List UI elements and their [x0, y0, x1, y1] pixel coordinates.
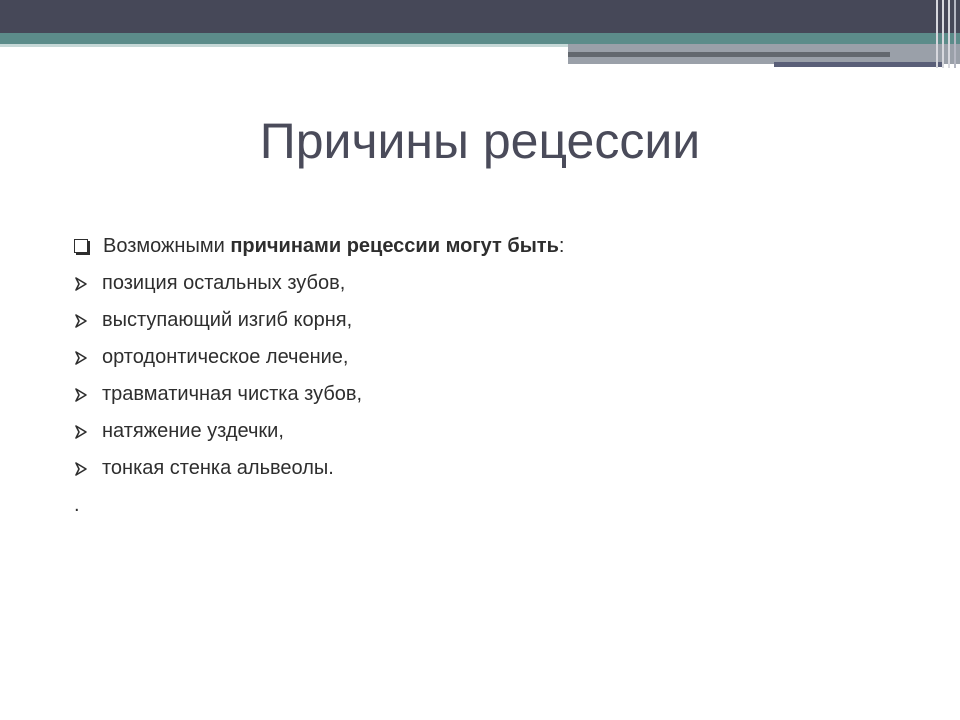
slide-body [74, 228, 894, 524]
intro-line [74, 228, 894, 265]
arrowhead-bullet-icon [74, 350, 88, 366]
teal-light-stripe [0, 44, 568, 47]
list-item [74, 265, 894, 302]
arrowhead-bullet-icon [74, 461, 88, 477]
trailing-dot: . [74, 494, 80, 516]
arrowhead-bullet-icon [74, 387, 88, 403]
arrowhead-bullet-icon [74, 424, 88, 440]
list-item-text: позиция остальных зубов, [102, 272, 346, 294]
list-item-text: тонкая стенка альвеолы. [102, 457, 334, 479]
intro-bold: причинами рецессии могут быть [230, 235, 559, 257]
list-item [74, 376, 894, 413]
bullet-list [74, 265, 894, 487]
arrowhead-bullet-icon [74, 313, 88, 329]
arrowhead-bullet-icon [74, 276, 88, 292]
list-item-text: выступающий изгиб корня, [102, 309, 353, 331]
header-band [0, 0, 960, 33]
list-item [74, 339, 894, 376]
teal-stripe [0, 33, 960, 44]
header-vertical-bars [930, 0, 960, 70]
intro-prefix: Возможными [103, 235, 231, 257]
header-step-line [568, 52, 890, 57]
list-item [74, 450, 894, 487]
checkbox-bullet-icon [74, 239, 88, 253]
list-item-text: травматичная чистка зубов, [102, 383, 363, 405]
list-item [74, 302, 894, 339]
list-item-text: натяжение уздечки, [102, 420, 284, 442]
slide-title: Причины рецессии [259, 113, 701, 169]
intro-suffix: : [558, 235, 565, 257]
list-item-text: ортодонтическое лечение, [102, 346, 349, 368]
list-item [74, 413, 894, 450]
header-step-line [774, 62, 944, 67]
